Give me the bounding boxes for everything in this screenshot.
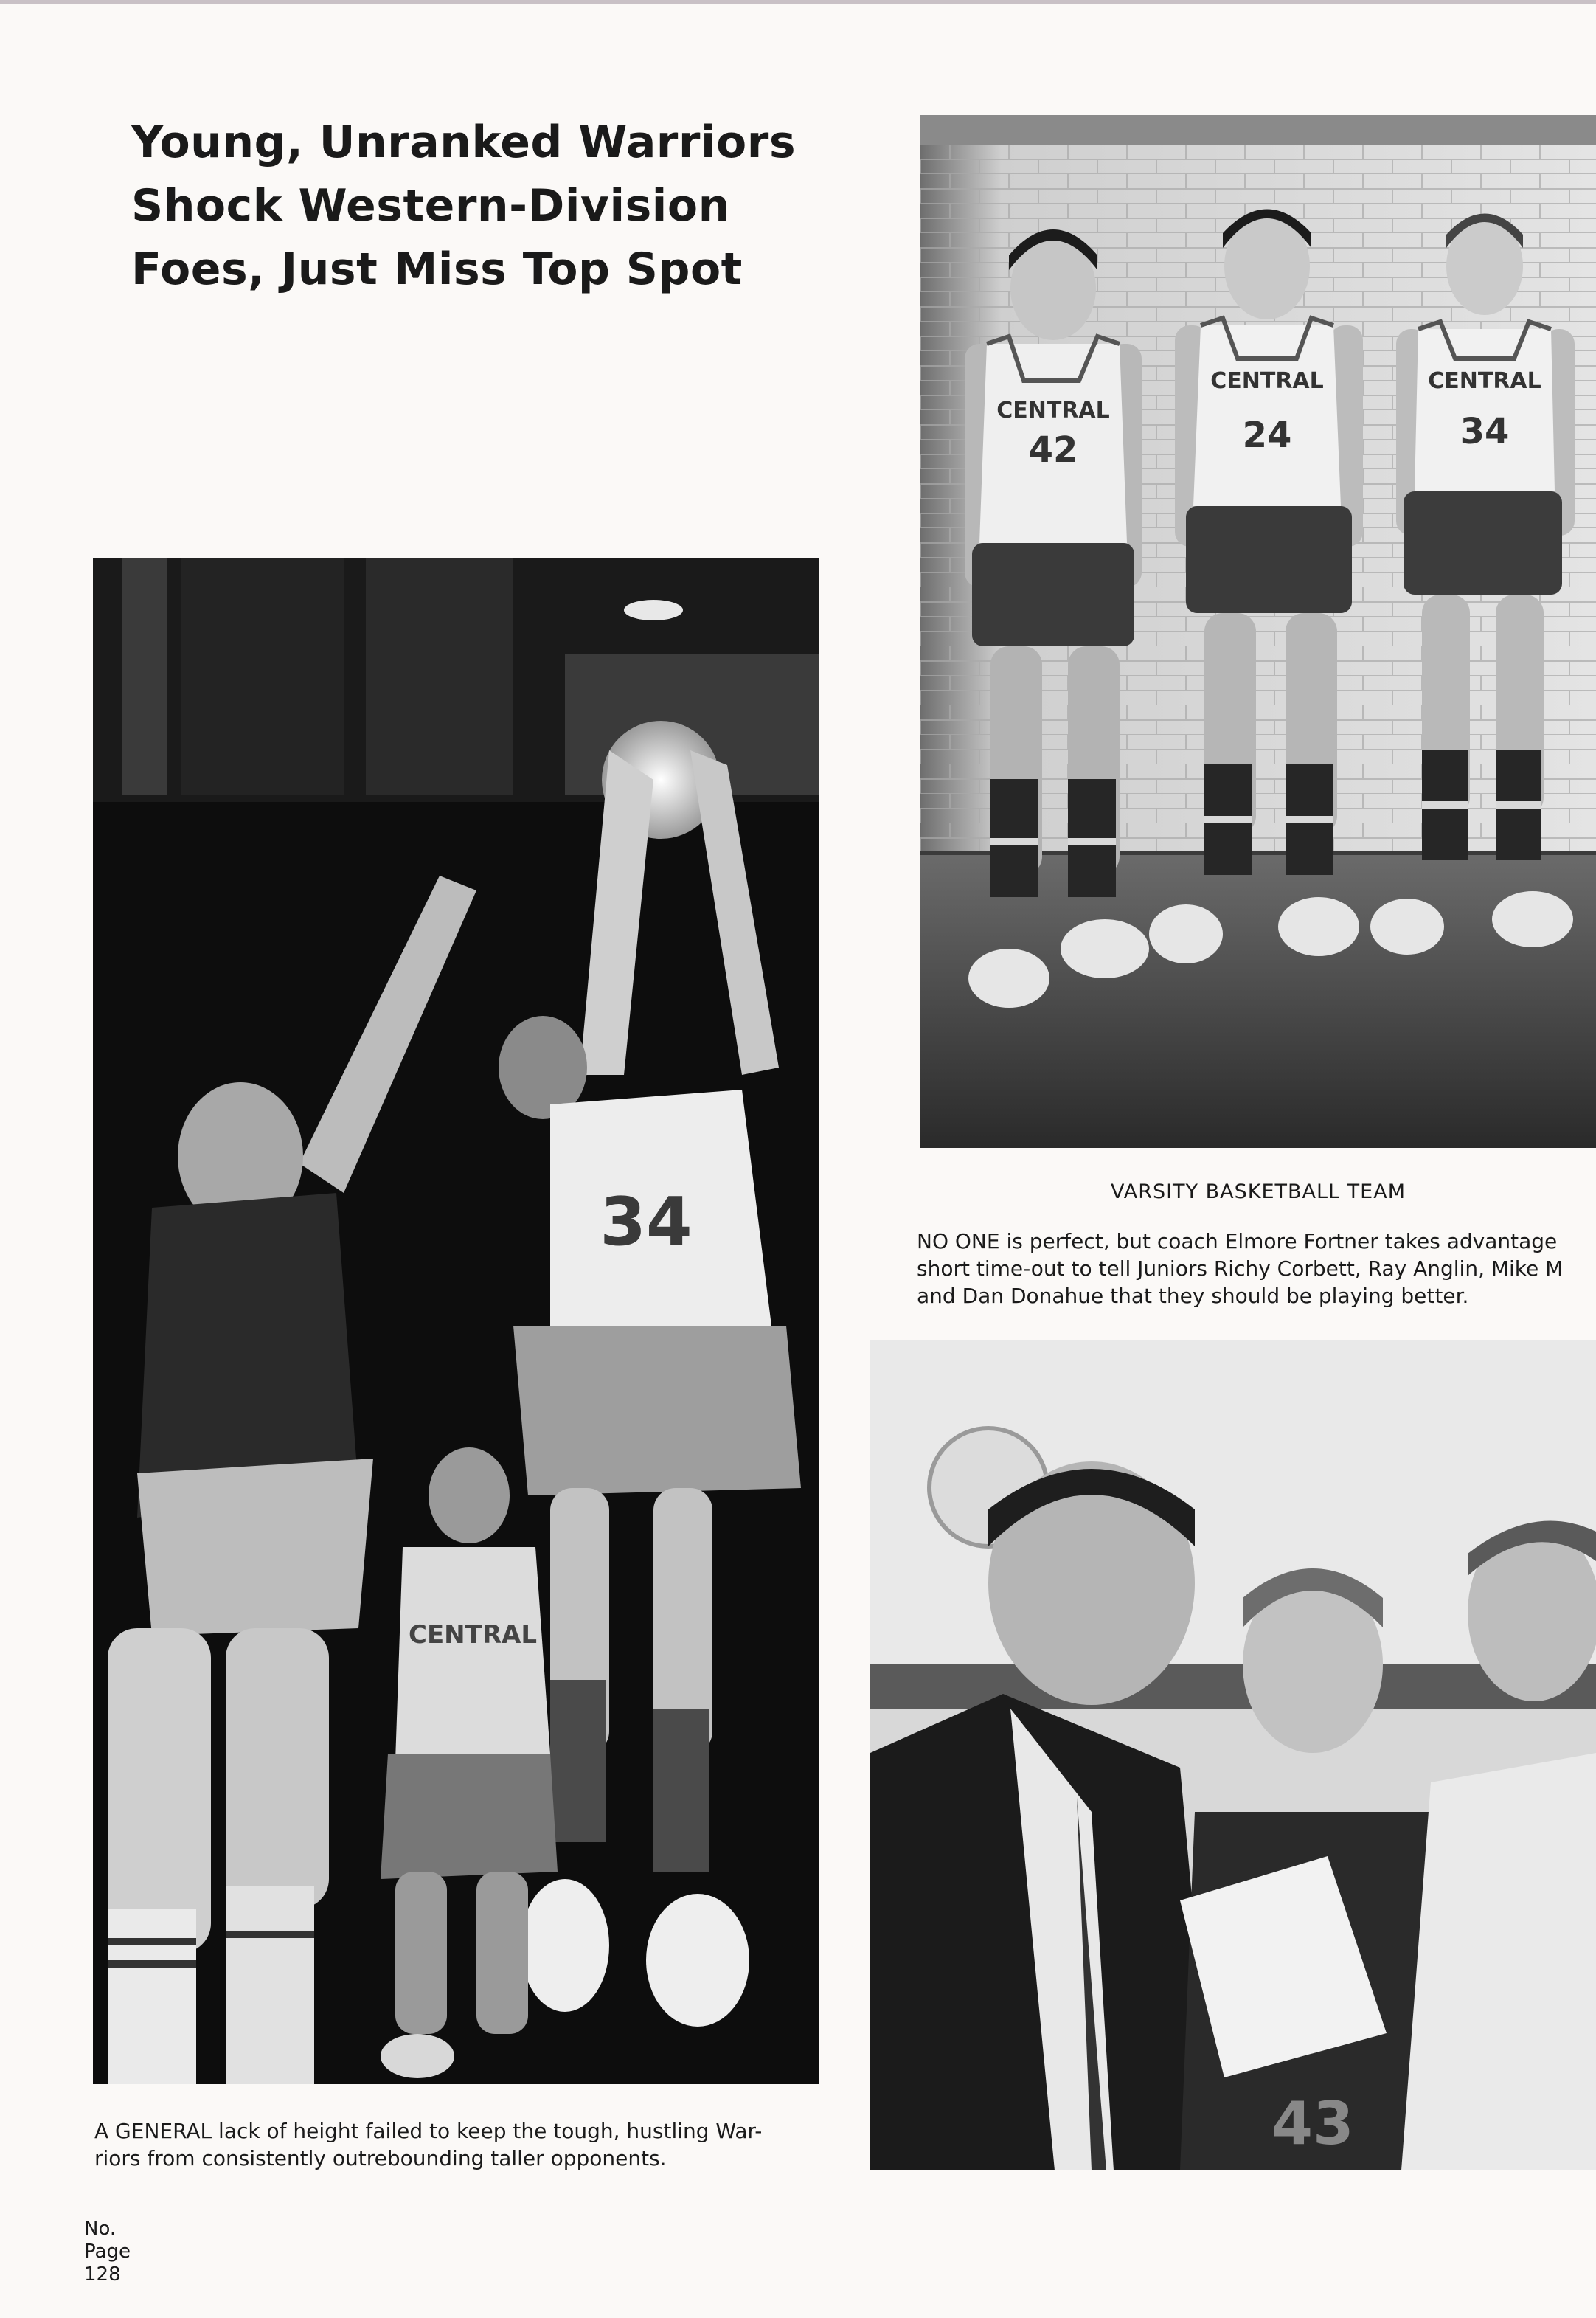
jersey-number-34: 34 (1460, 411, 1510, 452)
action-photo-caption (94, 2117, 819, 2172)
action-photo-image (93, 558, 819, 2084)
page-number-block (84, 2218, 131, 2286)
team-caption-line-2: short time-out to tell Juniors Richy Corbett, Ray Anglin, Mike M (917, 1256, 1564, 1281)
page-headline (131, 111, 810, 301)
page-number: 128 (84, 2263, 121, 2286)
action-caption-line-1: A GENERAL lack of height failed to keep the tough, hustling War- (94, 2119, 763, 2143)
background-jersey-text: CENTRAL (409, 1620, 537, 1650)
headline-line-3: Foes, Just Miss Top Spot (131, 243, 743, 295)
team-photo-image (920, 115, 1596, 1148)
jersey-text-24: CENTRAL (1210, 368, 1324, 394)
jersey-number-24: 24 (1242, 415, 1292, 456)
action-caption-line-2: riors from consistently outrebounding taller opponents. (94, 2146, 667, 2170)
action-jersey-number: 34 (600, 1183, 693, 1261)
coach-photo-image (870, 1340, 1596, 2170)
page-label: Page (84, 2241, 131, 2263)
top-border (0, 0, 1596, 4)
team-caption-line-1: NO ONE is perfect, but coach Elmore Fortner takes advantage (917, 1229, 1558, 1253)
team-photo-label: VARSITY BASKETBALL TEAM (1110, 1180, 1406, 1203)
team-photo (920, 115, 1596, 1148)
jersey-text-34: CENTRAL (1428, 368, 1541, 394)
jersey-text-42: CENTRAL (996, 398, 1110, 423)
coach-photo-jersey-number: 43 (1271, 2089, 1354, 2158)
team-photo-caption (917, 1228, 1596, 1310)
headline-line-2: Shock Western-Division (131, 180, 730, 232)
headline-line-1: Young, Unranked Warriors (131, 117, 797, 168)
no-label: No. (84, 2218, 117, 2240)
action-photo (93, 558, 819, 2084)
jersey-number-42: 42 (1028, 429, 1078, 471)
coach-photo (870, 1340, 1596, 2170)
team-caption-line-3: and Dan Donahue that they should be playing better. (917, 1284, 1469, 1308)
